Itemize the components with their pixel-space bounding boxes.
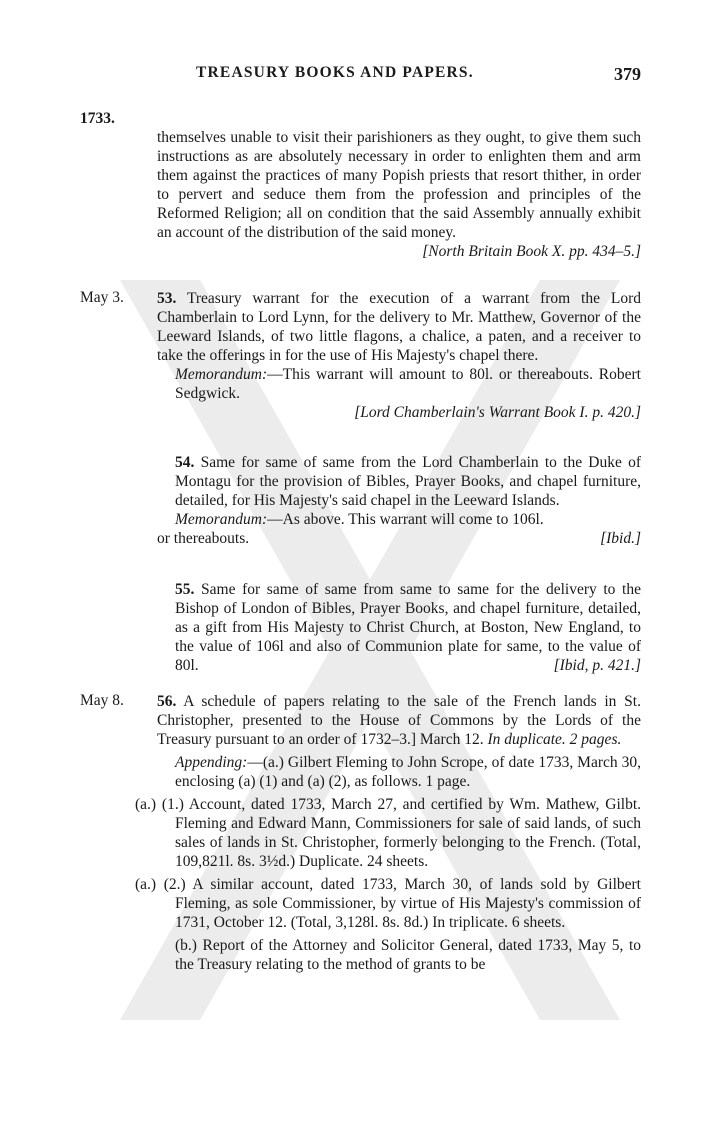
entry-55 <box>157 580 641 675</box>
entry-53-source: [Lord Chamberlain's Warrant Book I. p. 420.] <box>354 404 641 421</box>
entry-53-memo-label: Memorandum: <box>175 366 268 383</box>
entry-56-text-tail: In duplicate. 2 pages. <box>487 731 622 748</box>
entry-56-append-text: —(a.) Gilbert Fleming to John Scrope, of date 1733, March 30, enclosing (a) (1) and (a) (2), as follows. 1 page. <box>175 754 641 790</box>
margin-year: 1733. <box>80 110 115 127</box>
intro-source: [North Britain Book X. pp. 434–5.] <box>422 243 641 260</box>
entry-53-text: Treasury warrant for the execution of a warrant from the Lord Chamberlain to Lord Lynn, for the delivery to Mr. Matthew, Governor of the Leeward Islands, of two little flagons, a chalice, a paten, and a receiver to take the offerings in for the use of His Majesty's chapel there. <box>157 290 641 364</box>
entry-54-memo-text: —As above. This warrant will come to 106l. <box>267 511 544 528</box>
entry-54-memo-label: Memorandum: <box>175 511 268 528</box>
page-number: 379 <box>614 64 641 84</box>
entry-53-number: 53. <box>157 290 177 307</box>
entry-56-item-a1: (a.) (1.) Account, dated 1733, March 27, and certified by Wm. Mathew, Gilbt. Fleming and Edward Mann, Commissioners for sale of said lands, of such sales of lands in St. Christopher, formerly belonging to the French. (Total, 109,821l. 8s. 3½d.) Duplicate. 24 sheets. <box>135 796 641 870</box>
intro-paragraph <box>157 128 641 261</box>
entry-55-number: 55. <box>175 581 195 598</box>
entry-56-text: A schedule of papers relating to the sale of the French lands in St. Christopher, presented to the House of Commons by the Lords of the Treasury pursuant to an order of 1732–3.] March 12. <box>157 693 641 748</box>
entry-53-memo-text: —This warrant will amount to 80l. or thereabouts. Robert Sedgwick. <box>175 366 641 402</box>
margin-date-53: May 3. <box>80 289 124 306</box>
running-title: TREASURY BOOKS AND PAPERS. <box>196 64 474 81</box>
entry-55-source: [Ibid, p. 421.] <box>553 657 641 674</box>
entry-54-number: 54. <box>175 454 195 471</box>
entry-54-memo-tail: or thereabouts. <box>157 530 250 547</box>
entry-55-text: Same for same of same from same to same for the delivery to the Bishop of London of Bibles, Prayer Books, and chapel furniture, detailed, as a gift from His Majesty to Christ Church, at Boston, New England, to the value of 106l and also of Communion plate for same, to the value of 80l. <box>175 581 641 674</box>
entry-56-append-label: Appending: <box>175 754 248 771</box>
entry-53 <box>157 289 641 422</box>
entry-54 <box>157 453 641 548</box>
intro-text: themselves unable to visit their parishioners as they ought, to give them such instructions as are absolutely necessary in order to enlighten them and arm them against the practices of many Popish priests that resort thither, in order to pervert and seduce them from the profession and principles of the Reformed Religion; all on condition that the said Assembly annually exhibit an account of the distribution of the said money. <box>157 129 641 241</box>
entry-56 <box>135 692 641 974</box>
entry-56-number: 56. <box>157 693 177 710</box>
entry-54-source: [Ibid.] <box>600 530 641 547</box>
entry-54-text: Same for same of same from the Lord Chamberlain to the Duke of Montagu for the provision of Bibles, Prayer Books, and chapel furniture, detailed, for His Majesty's said chapel in the Leeward Islands. <box>175 454 641 509</box>
margin-date-56: May 8. <box>80 692 124 709</box>
entry-56-item-b: (b.) Report of the Attorney and Solicitor General, dated 1733, May 5, to the Treasury relating to the method of grants to be <box>175 937 641 973</box>
entry-56-item-a2: (a.) (2.) A similar account, dated 1733, March 30, of lands sold by Gilbert Fleming, as sole Commissioner, by virtue of His Majesty's commission of 1731, October 12. (Total, 3,128l. 8s. 8d.) In triplicate. 6 sheets. <box>135 876 641 931</box>
